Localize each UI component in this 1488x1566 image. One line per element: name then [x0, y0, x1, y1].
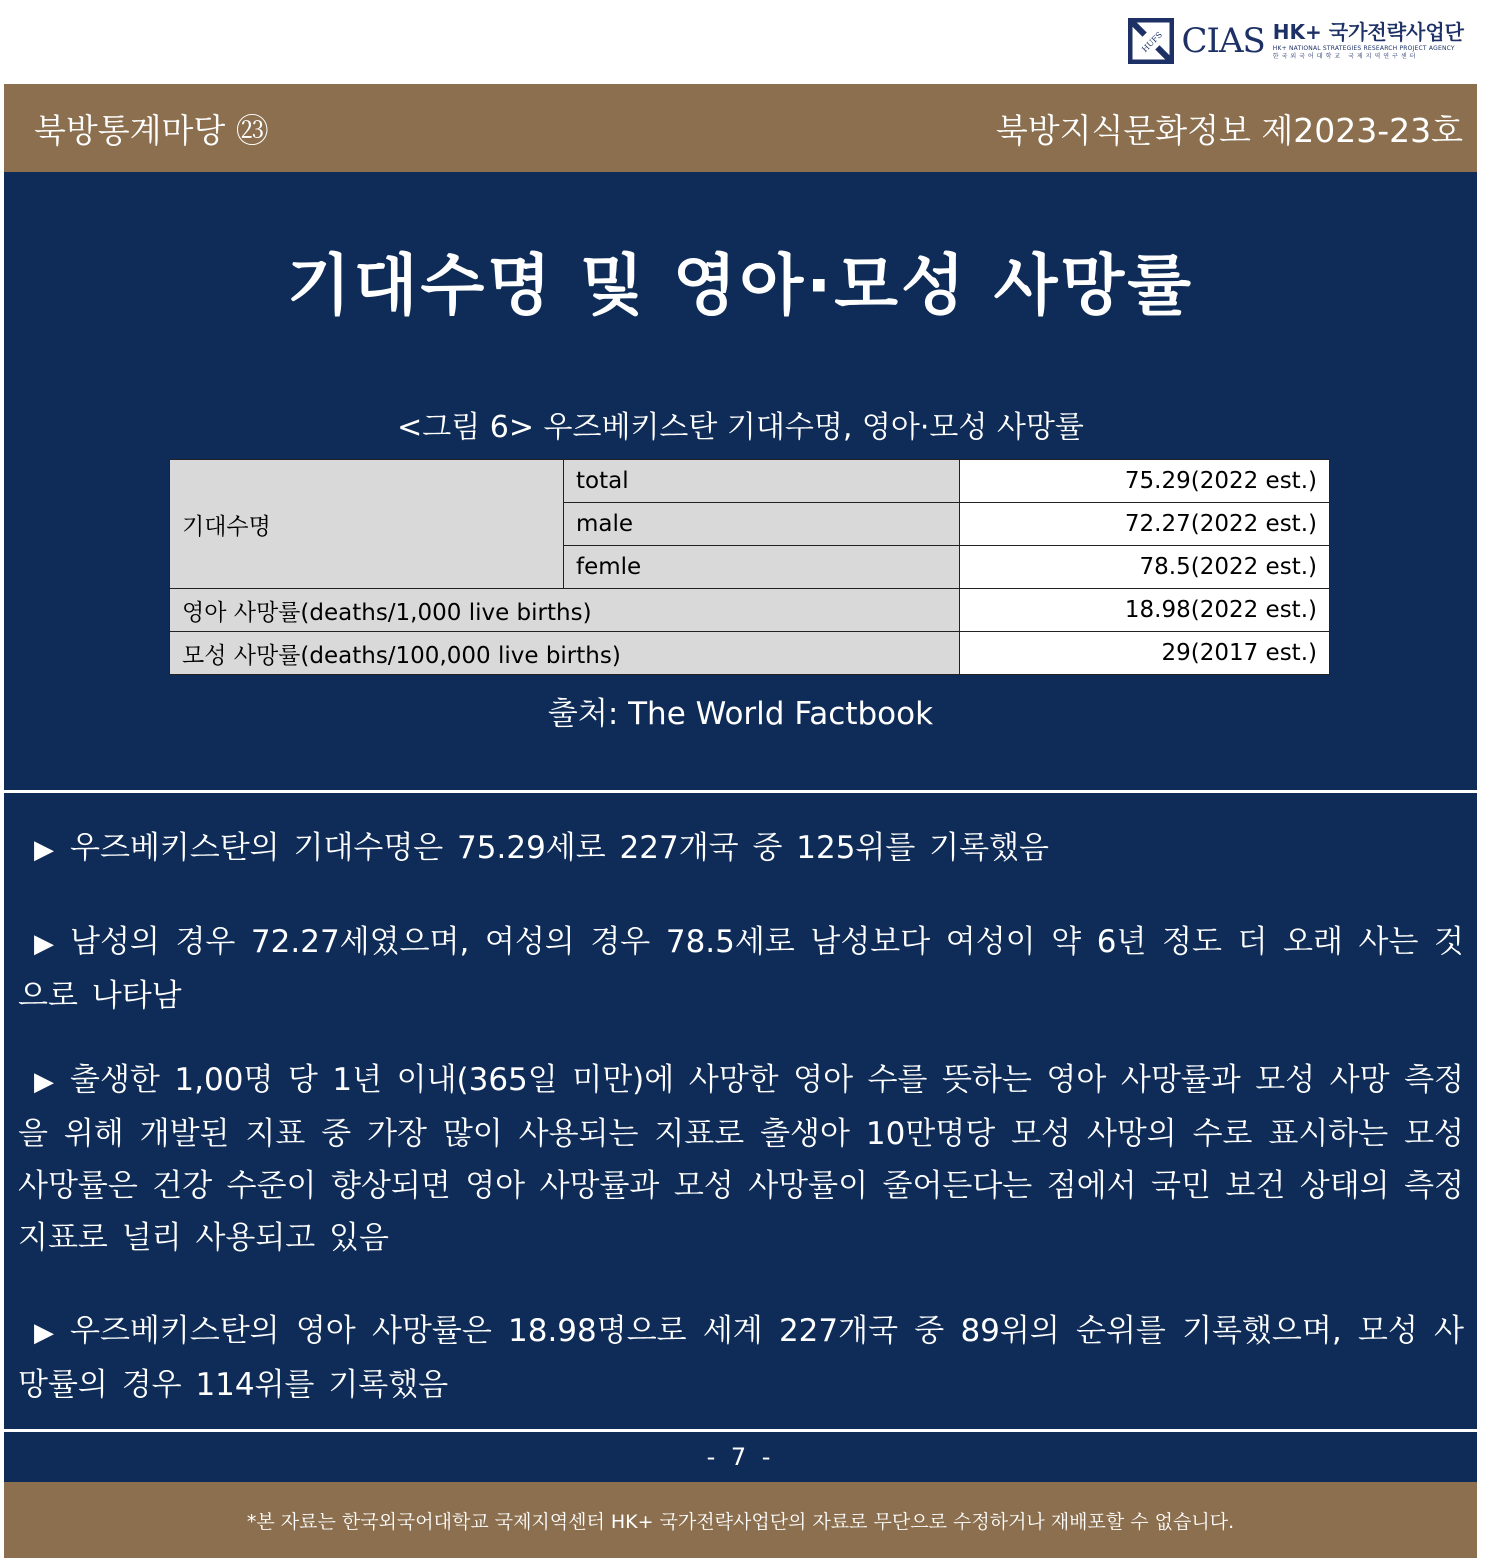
bullet-icon: ▶ — [34, 1067, 54, 1097]
page-number: - 7 - — [706, 1443, 775, 1471]
footer-bar — [4, 1482, 1477, 1558]
logo-title: HK+ 국가전략사업단 — [1272, 20, 1464, 44]
bullet-icon: ▶ — [34, 1318, 54, 1348]
infant-mortality-value: 18.98(2022 est.) — [960, 589, 1330, 632]
paragraph-text: 출생한 1,00명 당 1년 이내(365일 미만)에 사망한 영아 수를 뜻하는 영아 사망률과 모성 사망 측정을 위해 개발된 지표 중 가장 많이 사용되는 지표로 출생아 10만명당 모성 사망의 수로 표시하는 모성 사망률은 건강 수준이 향상되면 영아 사망률과 모성 사망률이 줄어든다는 점에서 국민 보건 상태의 측정지표로 널리 사용되고 있음 — [18, 1062, 1464, 1256]
row-value-total: 75.29(2022 est.) — [960, 460, 1330, 503]
life-expectancy-label: 기대수명 — [170, 460, 564, 589]
paragraph-1 — [18, 822, 1464, 876]
header-bar — [4, 84, 1477, 172]
page-number-bar — [4, 1432, 1477, 1482]
figure-source: 출처: The World Factbook — [547, 696, 934, 732]
page-title: 기대수명 및 영아·모성 사망률 — [286, 247, 1195, 324]
paragraph-2 — [18, 916, 1464, 1022]
logo-subtitle-en: HK+ NATIONAL STRATEGIES RESEARCH PROJECT AGENCY — [1272, 45, 1455, 52]
infant-mortality-label: 영아 사망률(deaths/1,000 live births) — [170, 589, 960, 632]
paragraph-text: 남성의 경우 72.27세였으며, 여성의 경우 78.5세로 남성보다 여성이 약 6년 정도 더 오래 사는 것으로 나타남 — [18, 924, 1464, 1014]
row-label-total: total — [564, 460, 960, 503]
table-row — [170, 632, 1330, 675]
logo-subtitle-ko: 한국외국어대학교 국제지역연구센터 — [1272, 53, 1419, 60]
maternal-mortality-label: 모성 사망률(deaths/100,000 live births) — [170, 632, 960, 675]
maternal-mortality-value: 29(2017 est.) — [960, 632, 1330, 675]
figure-caption: <그림 6> 우즈베키스탄 기대수명, 영아·모성 사망률 — [397, 410, 1084, 445]
row-value-male: 72.27(2022 est.) — [960, 503, 1330, 546]
row-value-female: 78.5(2022 est.) — [960, 546, 1330, 589]
row-label-male: male — [564, 503, 960, 546]
statistics-table — [169, 459, 1330, 675]
paragraph-3 — [18, 1054, 1464, 1264]
logo-mark-text: HUFS — [1139, 30, 1164, 54]
paragraph-4 — [18, 1305, 1464, 1411]
bullet-icon: ▶ — [34, 929, 54, 959]
issue-number: 북방지식문화정보 제2023-23호 — [995, 110, 1463, 150]
table-row — [170, 460, 1330, 503]
table-row — [170, 589, 1330, 632]
logo-mark-icon — [1128, 18, 1174, 64]
series-title: 북방통계마당 ㉓ — [34, 110, 269, 150]
logo-brand: CIAS — [1181, 21, 1265, 61]
paragraph-text: 우즈베키스탄의 기대수명은 75.29세로 227개국 중 125위를 기록했음 — [70, 830, 1049, 866]
copyright-notice: *본 자료는 한국외국어대학교 국제지역센터 HK+ 국가전략사업단의 자료로 무단으로 수정하거나 재배포할 수 없습니다. — [246, 1510, 1235, 1533]
row-label-female: femle — [564, 546, 960, 589]
agency-logo — [1128, 18, 1465, 64]
paragraph-text: 우즈베키스탄의 영아 사망률은 18.98명으로 세계 227개국 중 89위의 순위를 기록했으며, 모성 사망률의 경우 114위를 기록했음 — [18, 1313, 1464, 1403]
bullet-icon: ▶ — [34, 835, 54, 865]
